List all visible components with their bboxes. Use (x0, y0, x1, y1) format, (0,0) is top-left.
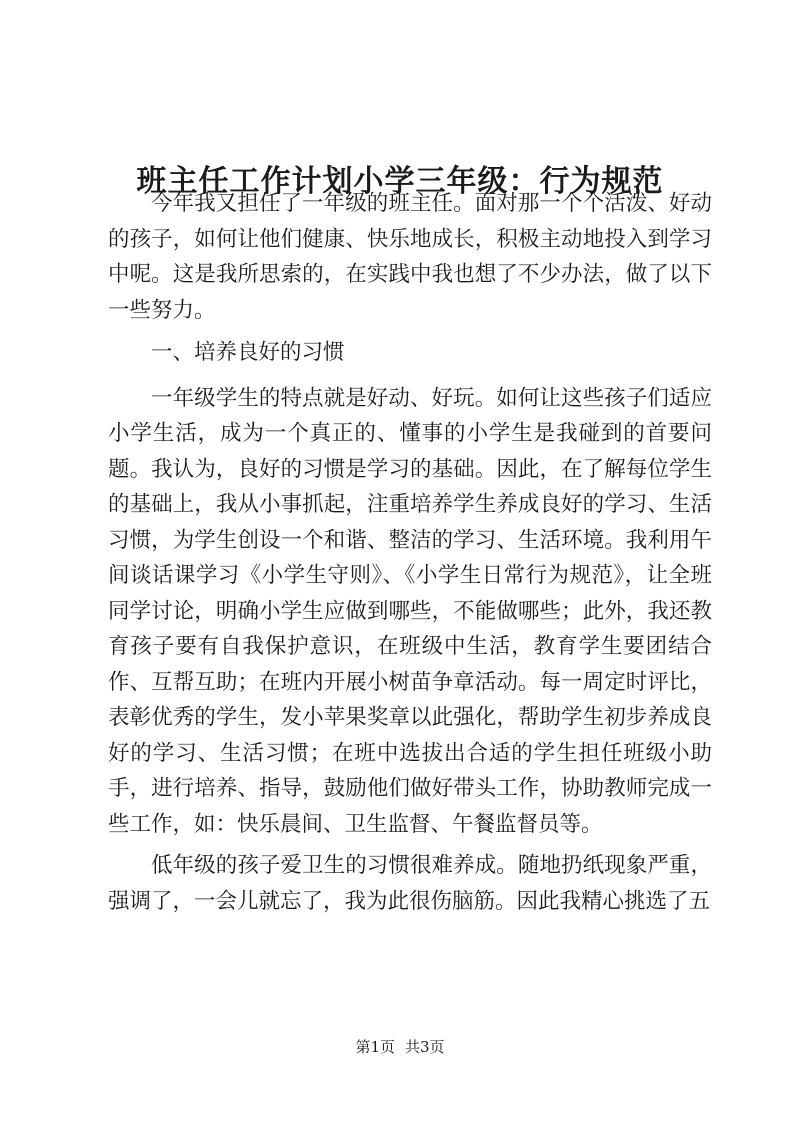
paragraph-habits: 一年级学生的特点就是好动、好玩。如何让这些孩子们适应小学生活，成为一个真正的、懂事的小学生是我碰到的首要问题。我认为，良好的习惯是学习的基础。因此，在了解每位学生的基础上，我从小事抓起，注重培养学生养成良好的学习、生活习惯，为学生创设一个和谐、整洁的学习、生活环境。我利用午间谈话课学习《小学生守则》、《小学生日常行为规范》，让全班同学讨论，明确小学生应做到哪些，不能做哪些；此外，我还教育孩子要有自我保护意识，在班级中生活，教育学生要团结合作、互帮互助；在班内开展小树苗争章活动。每一周定时评比，表彰优秀的学生，发小苹果奖章以此强化，帮助学生初步养成良好的学习、生活习惯；在班中选拔出合适的学生担任班级小助手，进行培养、指导，鼓励他们做好带头工作，协助教师完成一些工作，如：快乐晨间、卫生监督、午餐监督员等。 (108, 385, 712, 837)
section-heading: 一、培养良好的习惯 (151, 340, 345, 365)
page-number: 第1页 (355, 1038, 395, 1056)
document-title: 班主任工作计划小学三年级：行为规范 (136, 164, 664, 200)
page-footer (0, 1037, 800, 1057)
page-total: 共3页 (405, 1038, 445, 1056)
paragraph-intro: 今年我又担任了一年级的班主任。面对那一个个活泼、好动的孩子，如何让他们健康、快乐地成长，积极主动地投入到学习中呢。这是我所思索的，在实践中我也想了不少办法，做了以下一些努力。 (108, 191, 712, 323)
paragraph-hygiene: 低年级的孩子爱卫生的习惯很难养成。随地扔纸现象严重，强调了，一会儿就忘了，我为此很伤脑筋。因此我精心挑选了五 (108, 853, 712, 914)
document-body (108, 186, 712, 919)
